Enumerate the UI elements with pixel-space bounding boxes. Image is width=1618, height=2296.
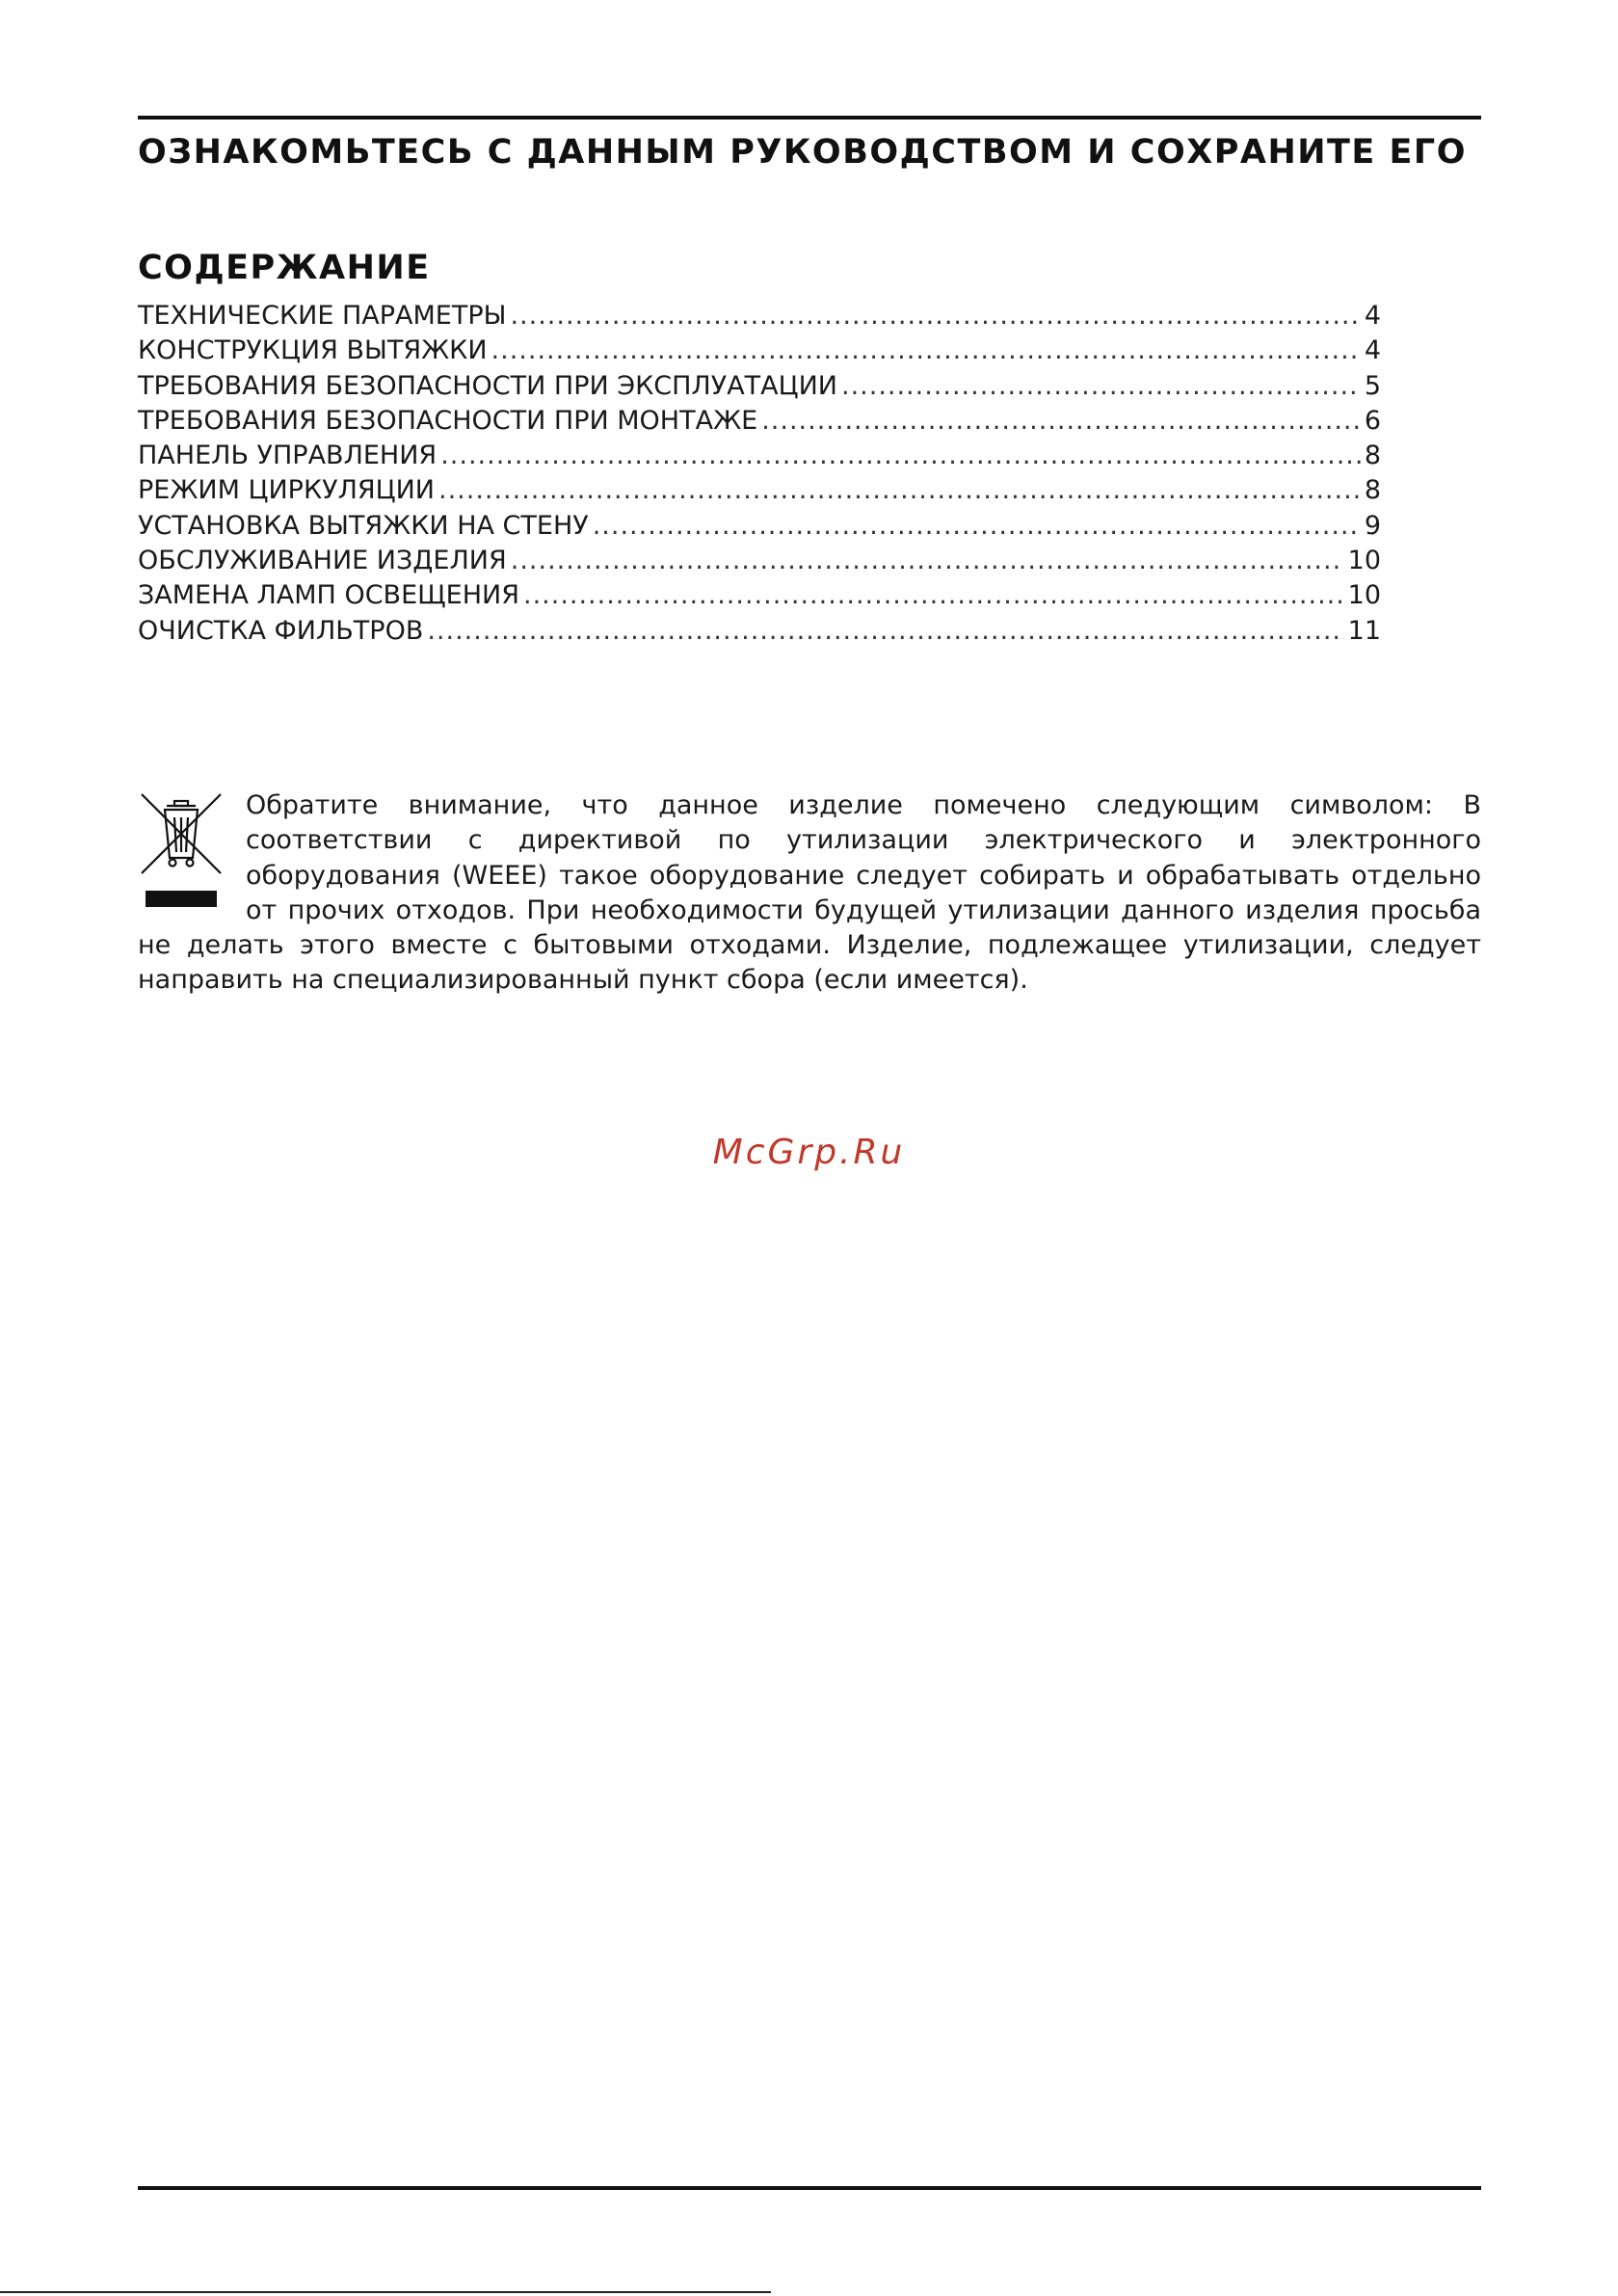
toc-entry-page: 11 [1347,615,1381,646]
icon-spacer [138,788,246,928]
toc-entry[interactable] [138,439,1381,473]
toc-entry[interactable] [138,473,1381,508]
toc-entry-page: 4 [1364,335,1381,366]
toc-entry-page: 9 [1364,510,1381,541]
toc-entry-page: 10 [1347,580,1381,611]
dot-leader [511,544,1344,578]
toc-entry-page: 8 [1364,475,1381,506]
dot-leader [427,614,1343,649]
dot-leader [761,404,1361,439]
toc-entry-page: 6 [1364,405,1381,436]
page-title: ОЗНАКОМЬТЕСЬ С ДАННЫМ РУКОВОДСТВОМ И СОХРАНИТЕ ЕГО [138,133,1467,172]
toc-title: СОДЕРЖАНИЕ [138,249,431,287]
toc-entry-page: 5 [1364,370,1381,401]
dot-leader [523,578,1344,613]
toc-entry[interactable] [138,614,1381,649]
toc-entry-page: 8 [1364,441,1381,471]
toc-entry-label: РЕЖИМ ЦИРКУЛЯЦИИ [138,475,435,506]
dot-leader [593,509,1361,544]
toc-entry[interactable] [138,509,1381,544]
toc-entry-label: ТРЕБОВАНИЯ БЕЗОПАСНОСТИ ПРИ ЭКСПЛУАТАЦИИ [138,370,837,401]
toc-entry-label: ОЧИСТКА ФИЛЬТРОВ [138,615,424,646]
dot-leader [440,439,1361,473]
dot-leader [841,369,1361,404]
weee-notice-text: Обратите внимание, что данное изделие помечено следующим символом: В соответствии с директивой по утилизации электрического и электронного оборудования (WEEE) такое оборудование следует собирать и обрабатывать отдельно от прочих отходов. При необходимости будущей утилизации данного изделия просьба не делать этого вместе с бытовыми отходами. Изделие, подлежащее утилизации, следует направить на специализированный пункт сбора (если имеется). [138,790,1481,996]
toc-entry-label: ОБСЛУЖИВАНИЕ ИЗДЕЛИЯ [138,546,507,576]
watermark: McGrp.Ru [712,1133,906,1172]
toc-entry[interactable] [138,299,1381,334]
toc-entry-label: ТРЕБОВАНИЯ БЕЗОПАСНОСТИ ПРИ МОНТАЖЕ [138,405,758,436]
toc-entry-label: УСТАНОВКА ВЫТЯЖКИ НА СТЕНУ [138,510,589,541]
toc-entry-label: ТЕХНИЧЕСКИЕ ПАРАМЕТРЫ [138,301,507,331]
toc-entry-label: КОНСТРУКЦИЯ ВЫТЯЖКИ [138,335,488,366]
toc-entry[interactable] [138,404,1381,439]
toc-entry-page: 10 [1347,546,1381,576]
scan-edge-line [0,2291,771,2293]
weee-notice [138,788,1481,999]
dot-leader [491,334,1361,368]
toc-entry-label: ПАНЕЛЬ УПРАВЛЕНИЯ [138,441,438,471]
bottom-rule [138,2186,1481,2190]
top-rule [138,116,1481,120]
toc-entry[interactable] [138,369,1381,404]
toc-entry-label: ЗАМЕНА ЛАМП ОСВЕЩЕНИЯ [138,580,519,611]
table-of-contents [138,299,1381,649]
dot-leader [438,473,1361,508]
dot-leader [510,299,1360,334]
toc-entry-page: 4 [1364,301,1381,331]
toc-entry[interactable] [138,544,1381,578]
toc-entry[interactable] [138,578,1381,613]
toc-entry[interactable] [138,334,1381,368]
